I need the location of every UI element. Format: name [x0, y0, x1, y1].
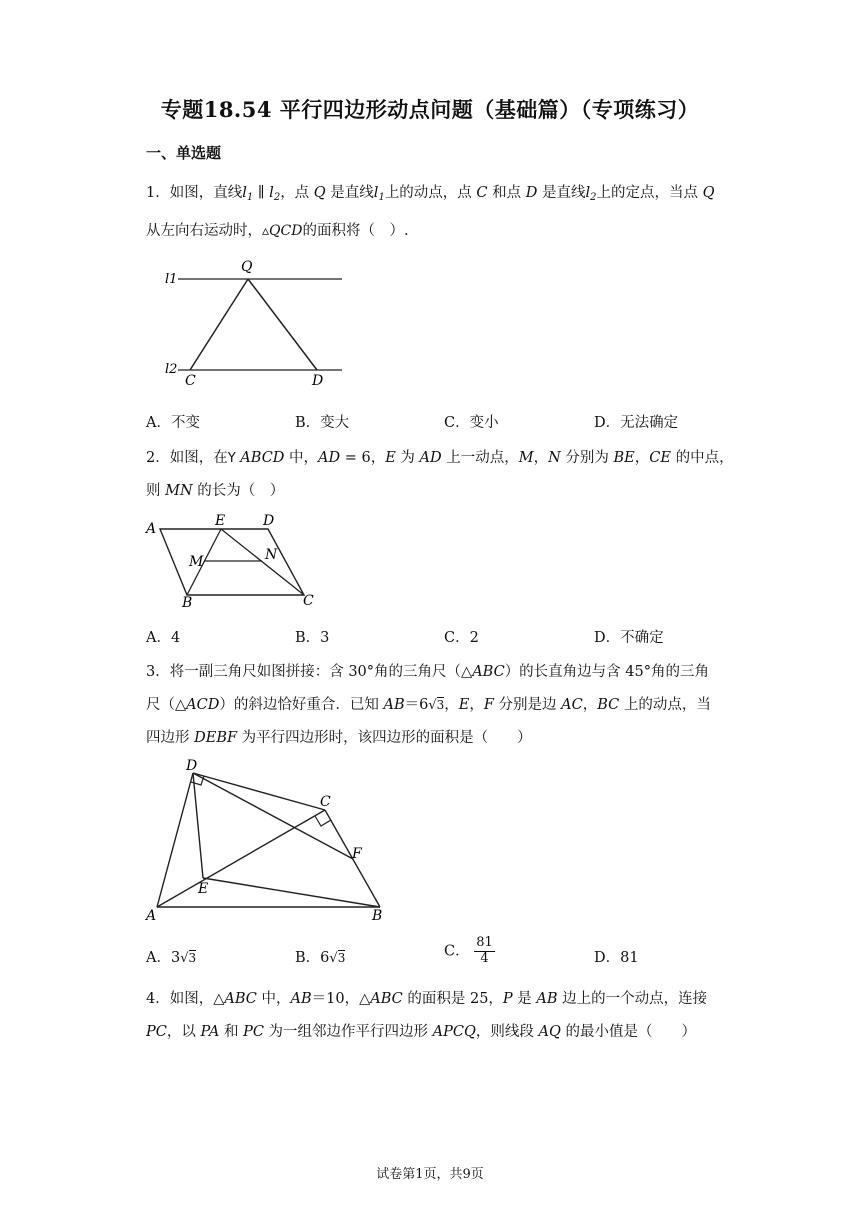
q1-label-l2: l2	[165, 362, 178, 377]
q2-label-d: D	[263, 513, 275, 529]
q2-label-e: E	[215, 513, 226, 529]
q2-line2: 则 MN 的长为（ ）	[146, 483, 285, 499]
section-heading: 一、单选题	[146, 144, 222, 162]
q1-figure	[160, 255, 360, 390]
q3-option-b[interactable]: B．6√3	[295, 950, 346, 966]
q2-figure	[140, 510, 330, 610]
q3-label-e: E	[198, 881, 209, 897]
q1-line1: 1．如图，直线$l_1$ ∥ $l_2$，点 Q 是直线$l_1$上的动点，点 C 和点 D 是直线$l_2$上的定点，当点 Q	[146, 185, 715, 203]
q1-option-b[interactable]: B．变大	[295, 415, 350, 431]
q1-label-q: Q	[241, 259, 253, 275]
q3-line2: 尺（△ACD）的斜边恰好重合．已知 AB＝6√3，E，F 分别是边 AC，BC 上的动点，当	[146, 697, 711, 713]
q3-label-b: B	[372, 908, 383, 924]
q3-label-f: F	[352, 846, 362, 862]
q1-label-l1: l1	[165, 272, 178, 287]
q3-line3: 四边形 DEBF 为平行四边形时，该四边形的面积是（ ）	[146, 730, 532, 746]
q2-option-c[interactable]: C．2	[444, 630, 479, 646]
q3-option-c-fraction: $\frac{81}{4}$	[476, 935, 493, 966]
q3-line1: 3．将一副三角尺如图拼接：含 30°角的三角尺（△ABC）的长直角边与含 45°角的三角	[146, 664, 709, 680]
q3-option-c[interactable]: C． $\frac{81}{4}$	[444, 935, 493, 966]
q1-option-d[interactable]: D．无法确定	[594, 415, 679, 431]
q1-label-d: D	[312, 373, 324, 389]
q3-label-a: A	[146, 908, 157, 924]
q2-option-b[interactable]: B．3	[295, 630, 330, 646]
q1-line2: 从左向右运动时，▵QCD的面积将（ ）.	[146, 223, 409, 239]
q1-option-a[interactable]: A．不变	[146, 415, 200, 431]
q3-option-d[interactable]: D．81	[594, 950, 639, 966]
q2-option-d[interactable]: D．不确定	[594, 630, 664, 646]
q3-figure	[140, 752, 400, 927]
q3-option-a[interactable]: A．3√3	[146, 950, 197, 966]
q2-line1: 2．如图，在Y ABCD 中，AD = 6，E 为 AD 上一动点，M，N 分别为 BE，CE 的中点，	[146, 450, 734, 466]
q1-label-c: C	[185, 373, 196, 389]
q1-option-c[interactable]: C．变小	[444, 415, 499, 431]
q2-label-m: M	[189, 554, 204, 570]
q4-line2: PC，以 PA 和 PC 为一组邻边作平行四边形 APCQ，则线段 AQ 的最小值是（ ）	[146, 1024, 696, 1040]
q3-label-d: D	[186, 758, 198, 774]
q2-label-c: C	[303, 593, 314, 609]
page-footer: 试卷第1页，共9页	[376, 1167, 484, 1182]
q2-label-n: N	[265, 547, 278, 563]
q2-label-b: B	[182, 595, 193, 610]
q2-label-a: A	[146, 521, 157, 537]
q4-line1: 4．如图，△ABC 中，AB＝10，△ABC 的面积是 25，P 是 AB 边上的一个动点，连接	[146, 991, 708, 1007]
q2-option-a[interactable]: A．4	[146, 630, 181, 646]
page-title: 专题18.54 平行四边形动点问题（基础篇）（专项练习）	[160, 97, 700, 122]
q3-label-c: C	[320, 794, 331, 810]
